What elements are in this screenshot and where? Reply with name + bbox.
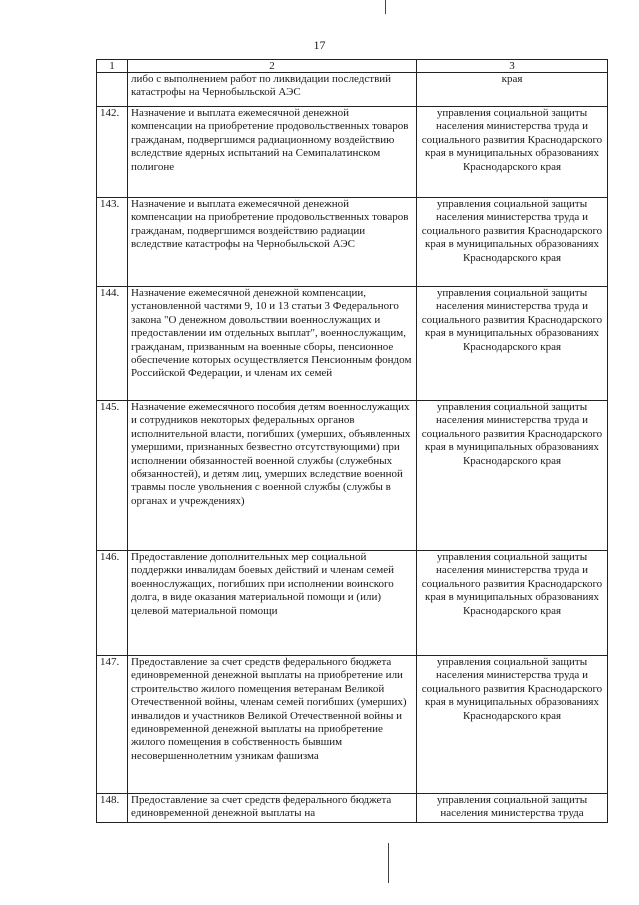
row-number: 148. [97, 794, 128, 823]
service-name: Назначение ежемесячного пособия детям военнослужащих и сотрудников некоторых федеральных органов исполнительной власти, погибших (умерших, объявленных умершими, признанных безвестно отсутствующими) при исполнении обязанностей военной службы (служебных обязанностей), и детям лиц, умерших вследствие военной травмы после увольнения с военной службы (службы в органах и учреждениях) [128, 401, 417, 551]
table-row [97, 794, 608, 823]
table-header-row [97, 60, 608, 73]
scan-edge-mark [385, 0, 386, 14]
table-row [97, 107, 608, 198]
table-row [97, 656, 608, 794]
responsible-authority: управления социальной защиты населения министерства труда [417, 794, 608, 823]
row-number: 143. [97, 198, 128, 287]
responsible-authority: края [417, 73, 608, 107]
service-name: Предоставление дополнительных мер социальной поддержки инвалидам боевых действий и членам семей военнослужащих, погибших при исполнении воинского долга, в виде оказания материальной помощи и (или) целевой материальной помощи [128, 551, 417, 656]
responsible-authority: управления социальной защиты населения министерства труда и социального развития Краснодарского края в муниципальных образованиях Краснодарского края [417, 656, 608, 794]
service-name [128, 73, 417, 107]
row-number: 142. [97, 107, 128, 198]
table-row-continuation [97, 73, 608, 107]
row-number: 147. [97, 656, 128, 794]
header-col-1: 1 [97, 60, 128, 73]
row-number: 145. [97, 401, 128, 551]
table-row [97, 198, 608, 287]
service-text: либо с выполнением работ по ликвидации последствий катастрофы на Чернобыльской АЭС [131, 73, 392, 99]
page-number: 17 [313, 38, 326, 52]
service-name: Назначение ежемесячной денежной компенсации, установленной частями 9, 10 и 13 статьи 3 Федерального закона "О денежном довольствии военнослужащих и предоставлении им отдельных выплат", военнослужащим, гражданам, призванным на военные сборы, пенсионное обеспечение которых осуществляется Пенсионным фондом Российской Федерации, и членам их семей [128, 287, 417, 401]
service-name: Назначение и выплата ежемесячной денежной компенсации на приобретение продовольственных товаров гражданам, подвергшимся радиационному воздействию вследствие ядерных испытаний на Семипалатинском полигоне [128, 107, 417, 198]
responsible-authority: управления социальной защиты населения министерства труда и социального развития Краснодарского края в муниципальных образованиях Краснодарского края [417, 551, 608, 656]
responsible-authority: управления социальной защиты населения министерства труда и социального развития Краснодарского края в муниципальных образованиях Краснодарского края [417, 401, 608, 551]
row-number: 144. [97, 287, 128, 401]
responsible-authority: управления социальной защиты населения министерства труда и социального развития Краснодарского края в муниципальных образованиях Краснодарского края [417, 198, 608, 287]
table-row [97, 551, 608, 656]
service-name: Предоставление за счет средств федерального бюджета единовременной денежной выплаты на приобретение или строительство жилого помещения ветеранам Великой Отечественной войны, членам семей погибших (умерших) инвалидов и участников Великой Отечественной войны и единовременной денежной выплаты на приобретение жилого помещения в собственность бывшим несовершеннолетним узникам фашизма [128, 656, 417, 794]
service-name: Предоставление за счет средств федерального бюджета единовременной денежной выплаты на [128, 794, 417, 823]
responsible-authority: управления социальной защиты населения министерства труда и социального развития Краснодарского края в муниципальных образованиях Краснодарского края [417, 287, 608, 401]
service-name: Назначение и выплата ежемесячной денежной компенсации на приобретение продовольственных товаров гражданам, подвергшимся воздействию радиации вследствие катастрофы на Чернобыльской АЭС [128, 198, 417, 287]
row-number: 146. [97, 551, 128, 656]
responsible-authority: управления социальной защиты населения министерства труда и социального развития Краснодарского края в муниципальных образованиях Краснодарского края [417, 107, 608, 198]
services-table [96, 59, 608, 823]
table-row [97, 287, 608, 401]
table-row [97, 401, 608, 551]
header-col-2: 2 [128, 60, 417, 73]
header-col-3: 3 [417, 60, 608, 73]
row-number [97, 73, 128, 107]
scan-edge-mark [388, 843, 389, 883]
